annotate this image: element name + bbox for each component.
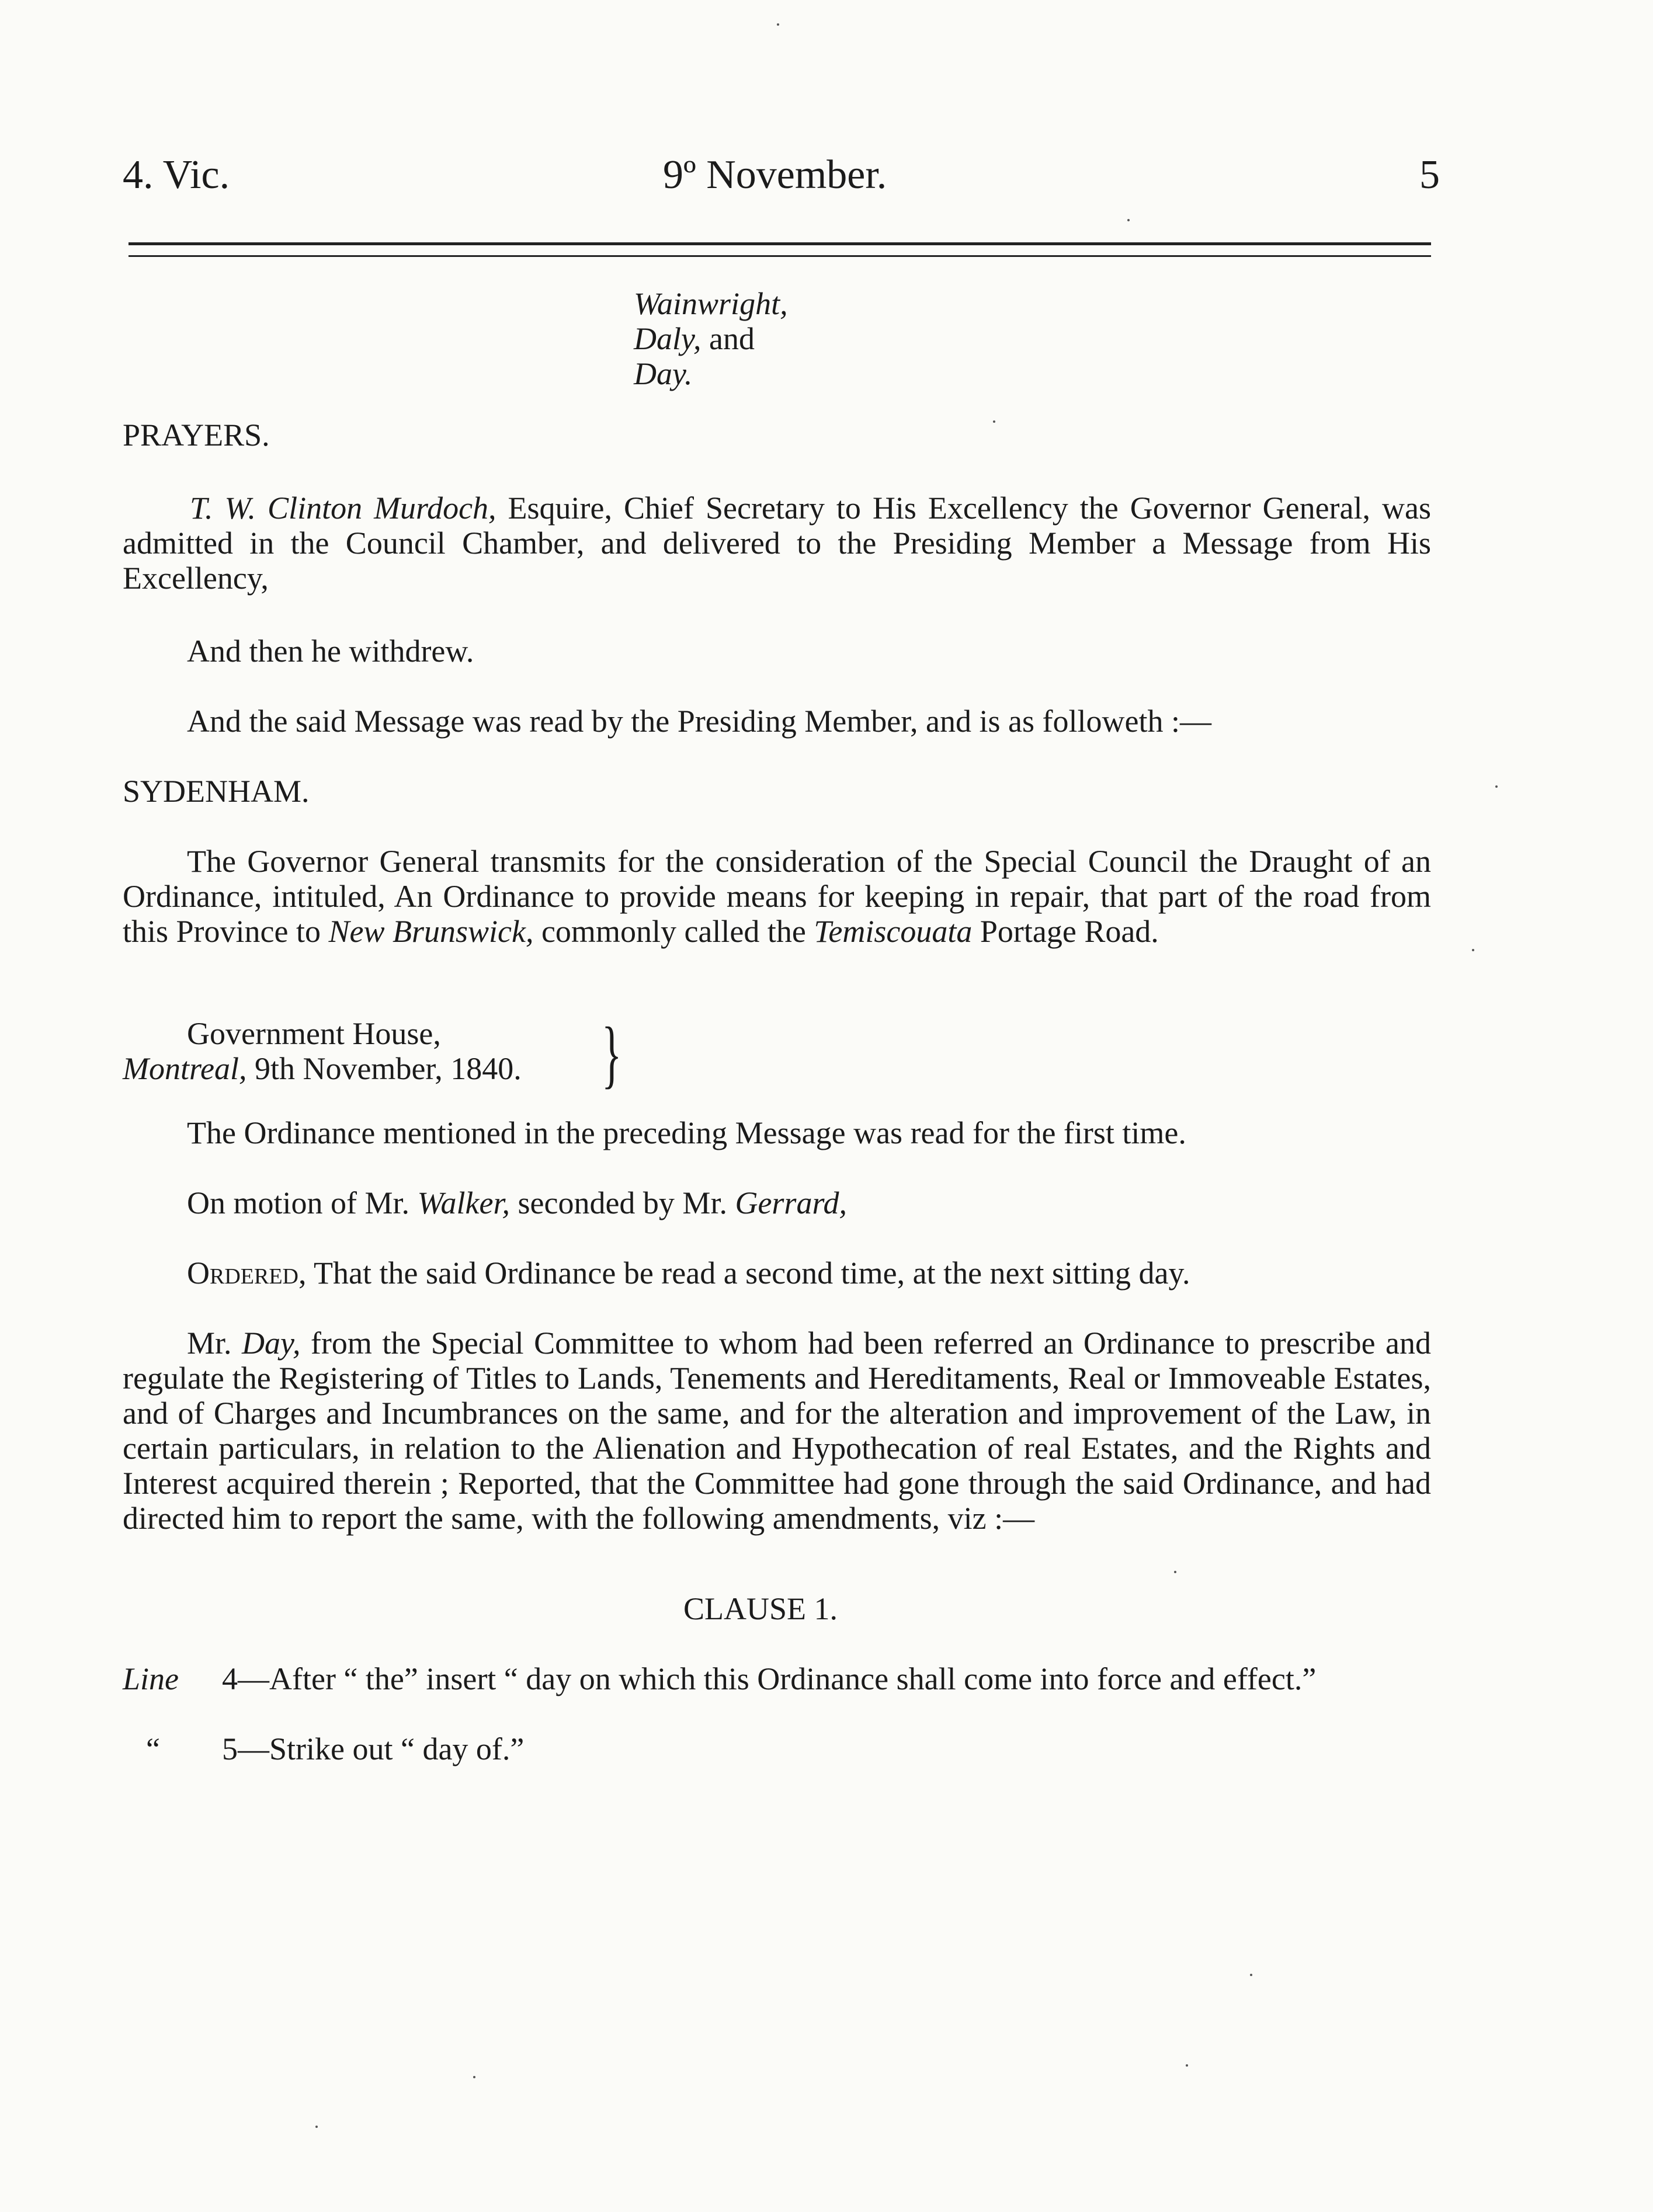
dateline-place-date [123, 1051, 522, 1086]
signature-sydenham: SYDENHAM. [123, 774, 310, 809]
motion-paragraph [187, 1185, 847, 1220]
message-text-1: The Governor General transmits for the consideration of the Special Council the Draught of an Ordinance, intituled, An Ordinance to provide means for keeping in repair, that part of the road from this Province to [123, 844, 1431, 949]
dateline-date: 9th November, 1840. [246, 1051, 522, 1086]
place-new-brunswick: New Brunswick, [328, 914, 534, 949]
member-daly: Daly, [634, 321, 702, 356]
amendment-prefix: “ [146, 1731, 160, 1766]
header-rule-thin [129, 255, 1431, 257]
dateline [123, 1016, 522, 1086]
motion-seconder: Gerrard, [735, 1185, 847, 1220]
murdoch-name: T. W. Clinton Murdoch, [190, 491, 496, 526]
dateline-city: Montreal, [123, 1051, 247, 1086]
ordered-word: Ordered, [187, 1255, 307, 1291]
page-number: 5 [1419, 152, 1440, 197]
scan-speck [1472, 949, 1474, 951]
amendment-row [123, 1661, 1316, 1696]
amendment-text: 5—Strike out “ day of.” [222, 1731, 525, 1766]
clause-heading: CLAUSE 1. [683, 1591, 838, 1626]
dateline-house: Government House, [187, 1016, 441, 1051]
withdrew-paragraph: And then he withdrew. [187, 634, 474, 669]
scan-speck [473, 2076, 475, 2078]
members-conjunction: and [701, 321, 755, 356]
motion-mover: Walker, [417, 1185, 511, 1220]
ordered-text: That the said Ordinance be read a second time, at the next sitting day. [306, 1255, 1190, 1291]
member-day: Day. [634, 356, 693, 391]
scan-speck [1495, 785, 1498, 788]
message-text-2: commonly called the [533, 914, 814, 949]
running-head-left: 4. Vic. [123, 152, 230, 197]
scan-speck [1174, 1571, 1176, 1573]
report-text: from the Special Committee to whom had been referred an Ordinance to prescribe and regulate the Registering of Titles to Lands, Tenements and Hereditaments, Real or Immoveable Estates, and of Charges and Incumbrances on the same, and for the alteration and improvement of the Law, in certain particulars, in relation to the Alienation and Hypothecation of real Estates, and the Rights and Interest acquired therein ; Reported, that the Committee had gone through the said Ordinance, and had directed him to report the same, with the following amendments, viz :— [123, 1326, 1431, 1536]
dateline-brace: } [602, 1012, 622, 1096]
member-daly-line [634, 321, 788, 356]
scan-speck [1250, 1974, 1252, 1976]
murdoch-paragraph [123, 491, 1431, 596]
scan-speck [315, 2126, 318, 2128]
prayers-heading: PRAYERS. [123, 418, 270, 453]
report-pre: Mr. [187, 1326, 242, 1361]
amendment-text: 4—After “ the” insert “ day on which this Ordinance shall come into force and effect.” [222, 1661, 1317, 1696]
committee-report-paragraph [123, 1326, 1431, 1536]
amendment-prefix: Line [123, 1661, 179, 1696]
running-head-date: 9º November. [663, 152, 887, 197]
murdoch-text: Esquire, Chief Secretary to His Excellency the Governor General, was admitted in the Council Chamber, and delivered to the Presiding Member a Message from His Excellency, [123, 491, 1431, 596]
scan-speck [1127, 219, 1130, 221]
header-rule-thick [129, 242, 1431, 245]
message-read-paragraph: And the said Message was read by the Presiding Member, and is as followeth :— [187, 704, 1211, 739]
members-list [634, 286, 788, 391]
member-wainwright: Wainwright, [634, 286, 788, 321]
first-reading-paragraph: The Ordinance mentioned in the preceding Message was read for the first time. [187, 1115, 1186, 1150]
message-paragraph [123, 844, 1431, 949]
ordered-paragraph [187, 1255, 1190, 1291]
scan-speck [777, 23, 779, 26]
scan-speck [993, 420, 995, 423]
report-member-name: Day, [241, 1326, 301, 1361]
amendment-row [146, 1731, 524, 1766]
message-text-3: Portage Road. [972, 914, 1159, 949]
place-temiscouata: Temiscouata [814, 914, 973, 949]
scan-speck [1186, 2064, 1188, 2067]
motion-pre: On motion of Mr. [187, 1185, 418, 1220]
motion-mid: seconded by Mr. [510, 1185, 735, 1220]
